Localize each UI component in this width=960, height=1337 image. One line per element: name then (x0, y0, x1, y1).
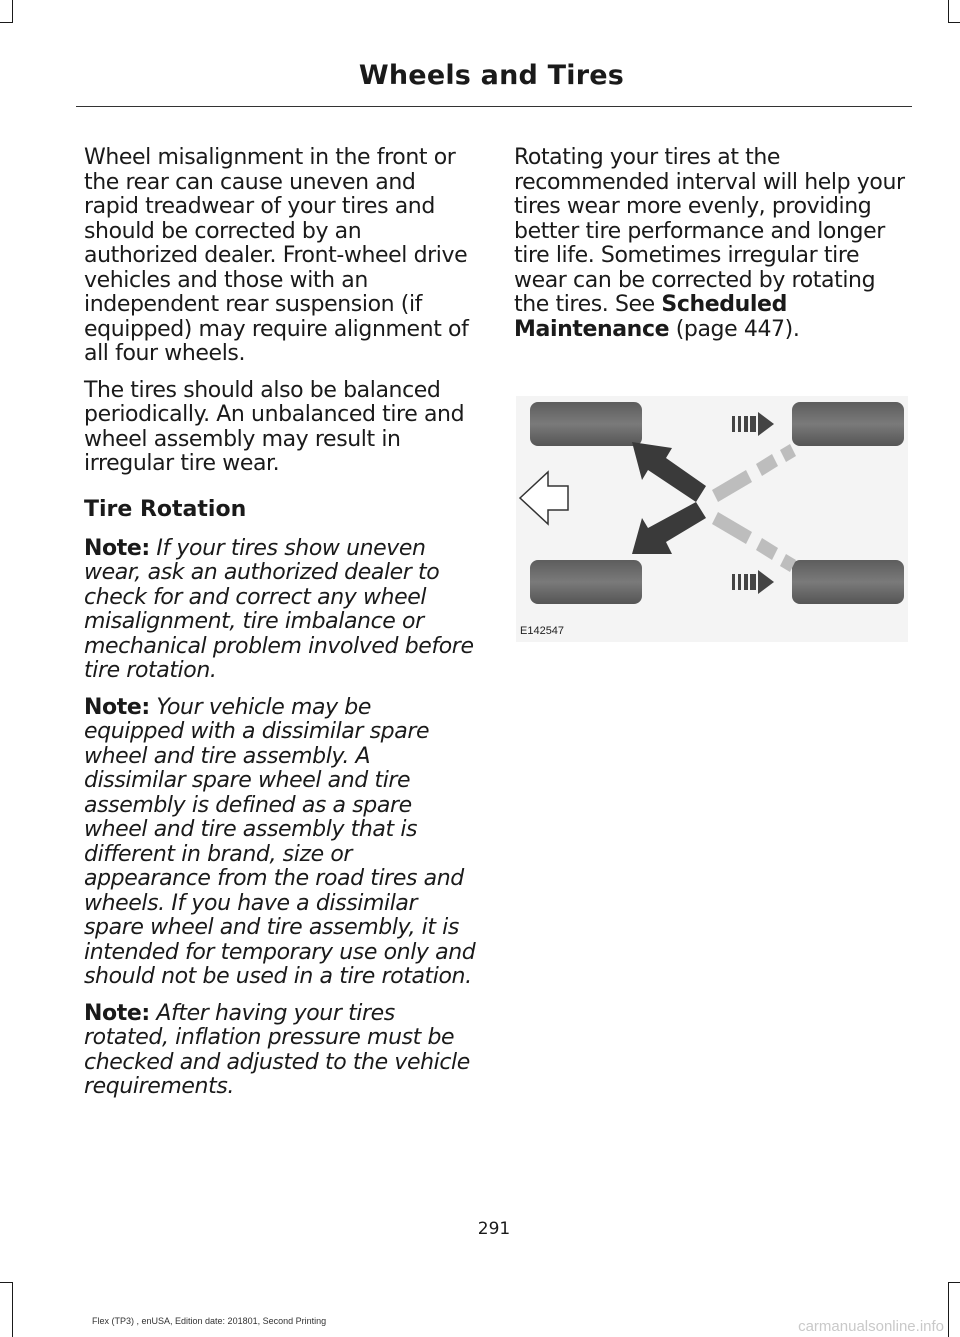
rotation-text: Rotating your tires at the recommended interval will help your tires wear more evenly, providing better tire performance and longer tire life. Sometimes irregular tire wear can be corrected by rotating the tires. See (514, 145, 905, 317)
crop-mark (0, 1282, 13, 1283)
tire-rear-left (530, 560, 642, 604)
note-inflation-pressure (84, 1002, 476, 1100)
note-text: If your tires show uneven wear, ask an authorized dealer to check for and correct any wheel misalignment, tire imbalance or mechanical problem involved before tire rotation. (84, 535, 474, 683)
note-label: Note: (84, 694, 150, 720)
paragraph-balancing: The tires should also be balanced periodically. An unbalanced tire and wheel assembly may result in irregular tire wear. (84, 377, 465, 476)
page-number: 291 (477, 1219, 511, 1239)
note-label: Note: (84, 1000, 150, 1026)
crop-mark (0, 22, 13, 23)
crop-mark (948, 0, 949, 22)
note-dissimilar-spare (84, 696, 476, 990)
tire-front-left (530, 402, 642, 446)
crop-mark (948, 22, 960, 23)
header-divider (76, 106, 912, 107)
figure-code: E142547 (520, 625, 565, 637)
left-column (84, 146, 476, 1112)
note-text: After having your tires rotated, inflation pressure must be checked and adjusted to the vehicle requirements. (84, 1000, 470, 1099)
note-text: Your vehicle may be equipped with a dissimilar spare wheel and tire assembly. A dissimilar spare wheel and tire assembly is defined as a spare wheel and tire assembly that is different in brand, size or appearance from the road tires and wheels. If you have a dissimilar spare wheel and tire assembly, it is intended for temporary use only and should not be used in a tire rotation. (84, 694, 476, 989)
tire-rotation-diagram (516, 396, 908, 642)
tire-front-right (792, 402, 904, 446)
note-uneven-wear (84, 537, 476, 684)
page-title: Wheels and Tires (358, 60, 624, 91)
right-column (514, 146, 906, 354)
paragraph-misalignment: Wheel misalignment in the front or the rear can cause uneven and rapid treadwear of your tires and should be corrected by an authorized dealer. Front-wheel drive vehicles and those with an independent rear suspension (if equipped) may require alignment of all four wheels. (84, 145, 469, 366)
crop-mark (948, 1282, 960, 1283)
tire-rear-right (792, 560, 904, 604)
crop-mark (12, 1282, 13, 1337)
crop-mark (12, 0, 13, 22)
scheduled-maintenance-link[interactable]: Scheduled Maintenance (514, 292, 787, 342)
watermark: carmanualsonline.info (798, 1318, 944, 1335)
paragraph-rotation (514, 146, 906, 342)
crop-mark (948, 1282, 949, 1337)
note-label: Note: (84, 535, 150, 561)
edition-info: Flex (TP3) , enUSA, Edition date: 201801, Second Printing (92, 1316, 327, 1326)
section-heading: Tire Rotation (84, 496, 247, 522)
page-reference: (page 447). (669, 316, 800, 342)
